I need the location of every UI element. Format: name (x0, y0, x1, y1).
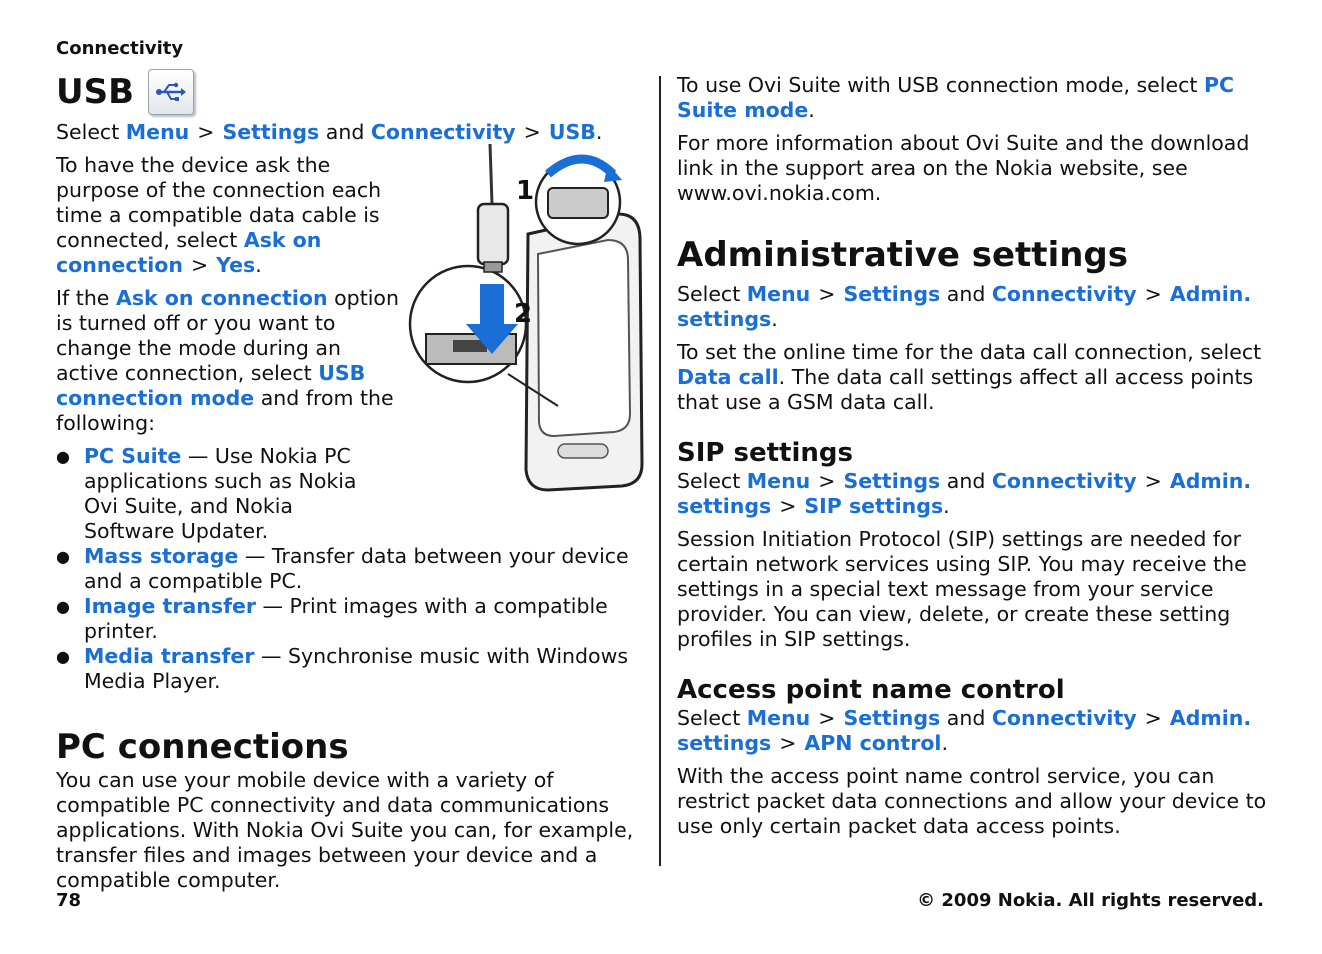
menu-link[interactable]: Menu (125, 120, 190, 144)
sip-menu-path: Select Menu > Settings and Connectivity > Admin. settings > SIP settings. (677, 469, 1252, 518)
column-divider (659, 76, 661, 866)
usb-mode-paragraph: If the Ask on connection option is turned off or you want to change the mode during an active connection, select USB connection mode and from the following: (56, 286, 399, 435)
section-label: Connectivity (56, 38, 184, 59)
menu-link[interactable]: Menu (746, 282, 811, 306)
page-number: 78 (56, 890, 82, 911)
usb-connection-mode-link[interactable]: USB connection mode (56, 361, 366, 410)
right-column (677, 73, 1277, 847)
ask-on-connection-link-2[interactable]: Ask on connection (115, 286, 328, 310)
phone-icon (526, 214, 642, 490)
settings-link[interactable]: Settings (843, 706, 941, 730)
sip-settings-link[interactable]: SIP settings (804, 494, 944, 518)
settings-link[interactable]: Settings (843, 282, 941, 306)
apn-control-link[interactable]: APN control (804, 731, 942, 755)
pc-connections-text: You can use your mobile device with a variety of compatible PC connectivity and data communications applications. With Nokia Ovi Suite you can, for example, transfer files and images between your device and a compatible computer. (56, 768, 634, 892)
settings-link[interactable]: Settings (222, 120, 320, 144)
usb-title: USB (56, 72, 135, 112)
connectivity-link[interactable]: Connectivity (991, 706, 1137, 730)
usb-link[interactable]: USB (548, 120, 596, 144)
usb-icon (148, 69, 194, 115)
menu-link[interactable]: Menu (746, 469, 811, 493)
data-call-link[interactable]: Data call (677, 365, 779, 389)
settings-link[interactable]: Settings (843, 469, 941, 493)
usb-heading (56, 68, 646, 116)
list-item: ● Image transfer — Print images with a compatible printer. (56, 594, 646, 644)
step-2-label: 2 (514, 299, 533, 329)
media-transfer-link[interactable]: Media transfer (84, 644, 255, 668)
apn-menu-path: Select Menu > Settings and Connectivity > Admin. settings > APN control. (677, 706, 1252, 755)
list-item: ● PC Suite — Use Nokia PC applications such as Nokia Ovi Suite, and Nokia Software Updater. (56, 444, 384, 544)
copyright: © 2009 Nokia. All rights reserved. (917, 890, 1264, 911)
connectivity-link[interactable]: Connectivity (991, 282, 1137, 306)
admin-settings-link[interactable]: Admin. settings (677, 706, 1252, 755)
connectivity-link[interactable]: Connectivity (991, 469, 1137, 493)
menu-link[interactable]: Menu (746, 706, 811, 730)
image-transfer-link[interactable]: Image transfer (84, 594, 257, 618)
admin-settings-link[interactable]: Admin. settings (677, 282, 1252, 331)
ask-on-connection-link[interactable]: Ask on connection (56, 228, 322, 277)
admin-menu-path: Select Menu > Settings and Connectivity > Admin. settings. (677, 282, 1252, 331)
ask-on-connection-paragraph: To have the device ask the purpose of the connection each time a compatible data cable is connected, select Ask on connection > Yes. (56, 153, 382, 277)
usb-connection-illustration (408, 144, 648, 494)
sip-settings-text: Session Initiation Protocol (SIP) settings are needed for certain network services using SIP. You may receive the settings in a special text message from your service provider. You can view, delete, or create these setting profiles in SIP settings. (677, 527, 1247, 651)
pc-suite-link[interactable]: PC Suite (84, 444, 182, 468)
mass-storage-link[interactable]: Mass storage (84, 544, 239, 568)
list-item: ● Media transfer — Synchronise music with Windows Media Player. (56, 644, 646, 694)
admin-settings-link[interactable]: Admin. settings (677, 469, 1252, 518)
usb-menu-path: Select Menu > Settings and Connectivity > USB. (56, 120, 603, 144)
pc-connections-title: PC connections (56, 727, 349, 767)
ovi-info-paragraph: For more information about Ovi Suite and the download link in the support area on the Nokia website, see www.ovi.nokia.com. (677, 131, 1250, 205)
connectivity-link[interactable]: Connectivity (370, 120, 516, 144)
admin-settings-text: To set the online time for the data call connection, select Data call. The data call settings affect all access points that use a GSM data call. (677, 340, 1262, 414)
pc-suite-mode-link[interactable]: PC Suite mode (677, 73, 1235, 122)
step-1-label: 1 (516, 176, 535, 206)
list-item: ● Mass storage — Transfer data between your device and a compatible PC. (56, 544, 646, 594)
sip-settings-title: SIP settings (677, 438, 853, 468)
admin-settings-title: Administrative settings (677, 235, 1128, 275)
apn-control-title: Access point name control (677, 675, 1065, 705)
ovi-suite-paragraph: To use Ovi Suite with USB connection mode, select PC Suite mode. (677, 73, 1235, 122)
yes-link[interactable]: Yes (216, 253, 256, 277)
apn-control-text: With the access point name control service, you can restrict packet data connections and allow your device to use only certain packet data access points. (677, 764, 1267, 838)
